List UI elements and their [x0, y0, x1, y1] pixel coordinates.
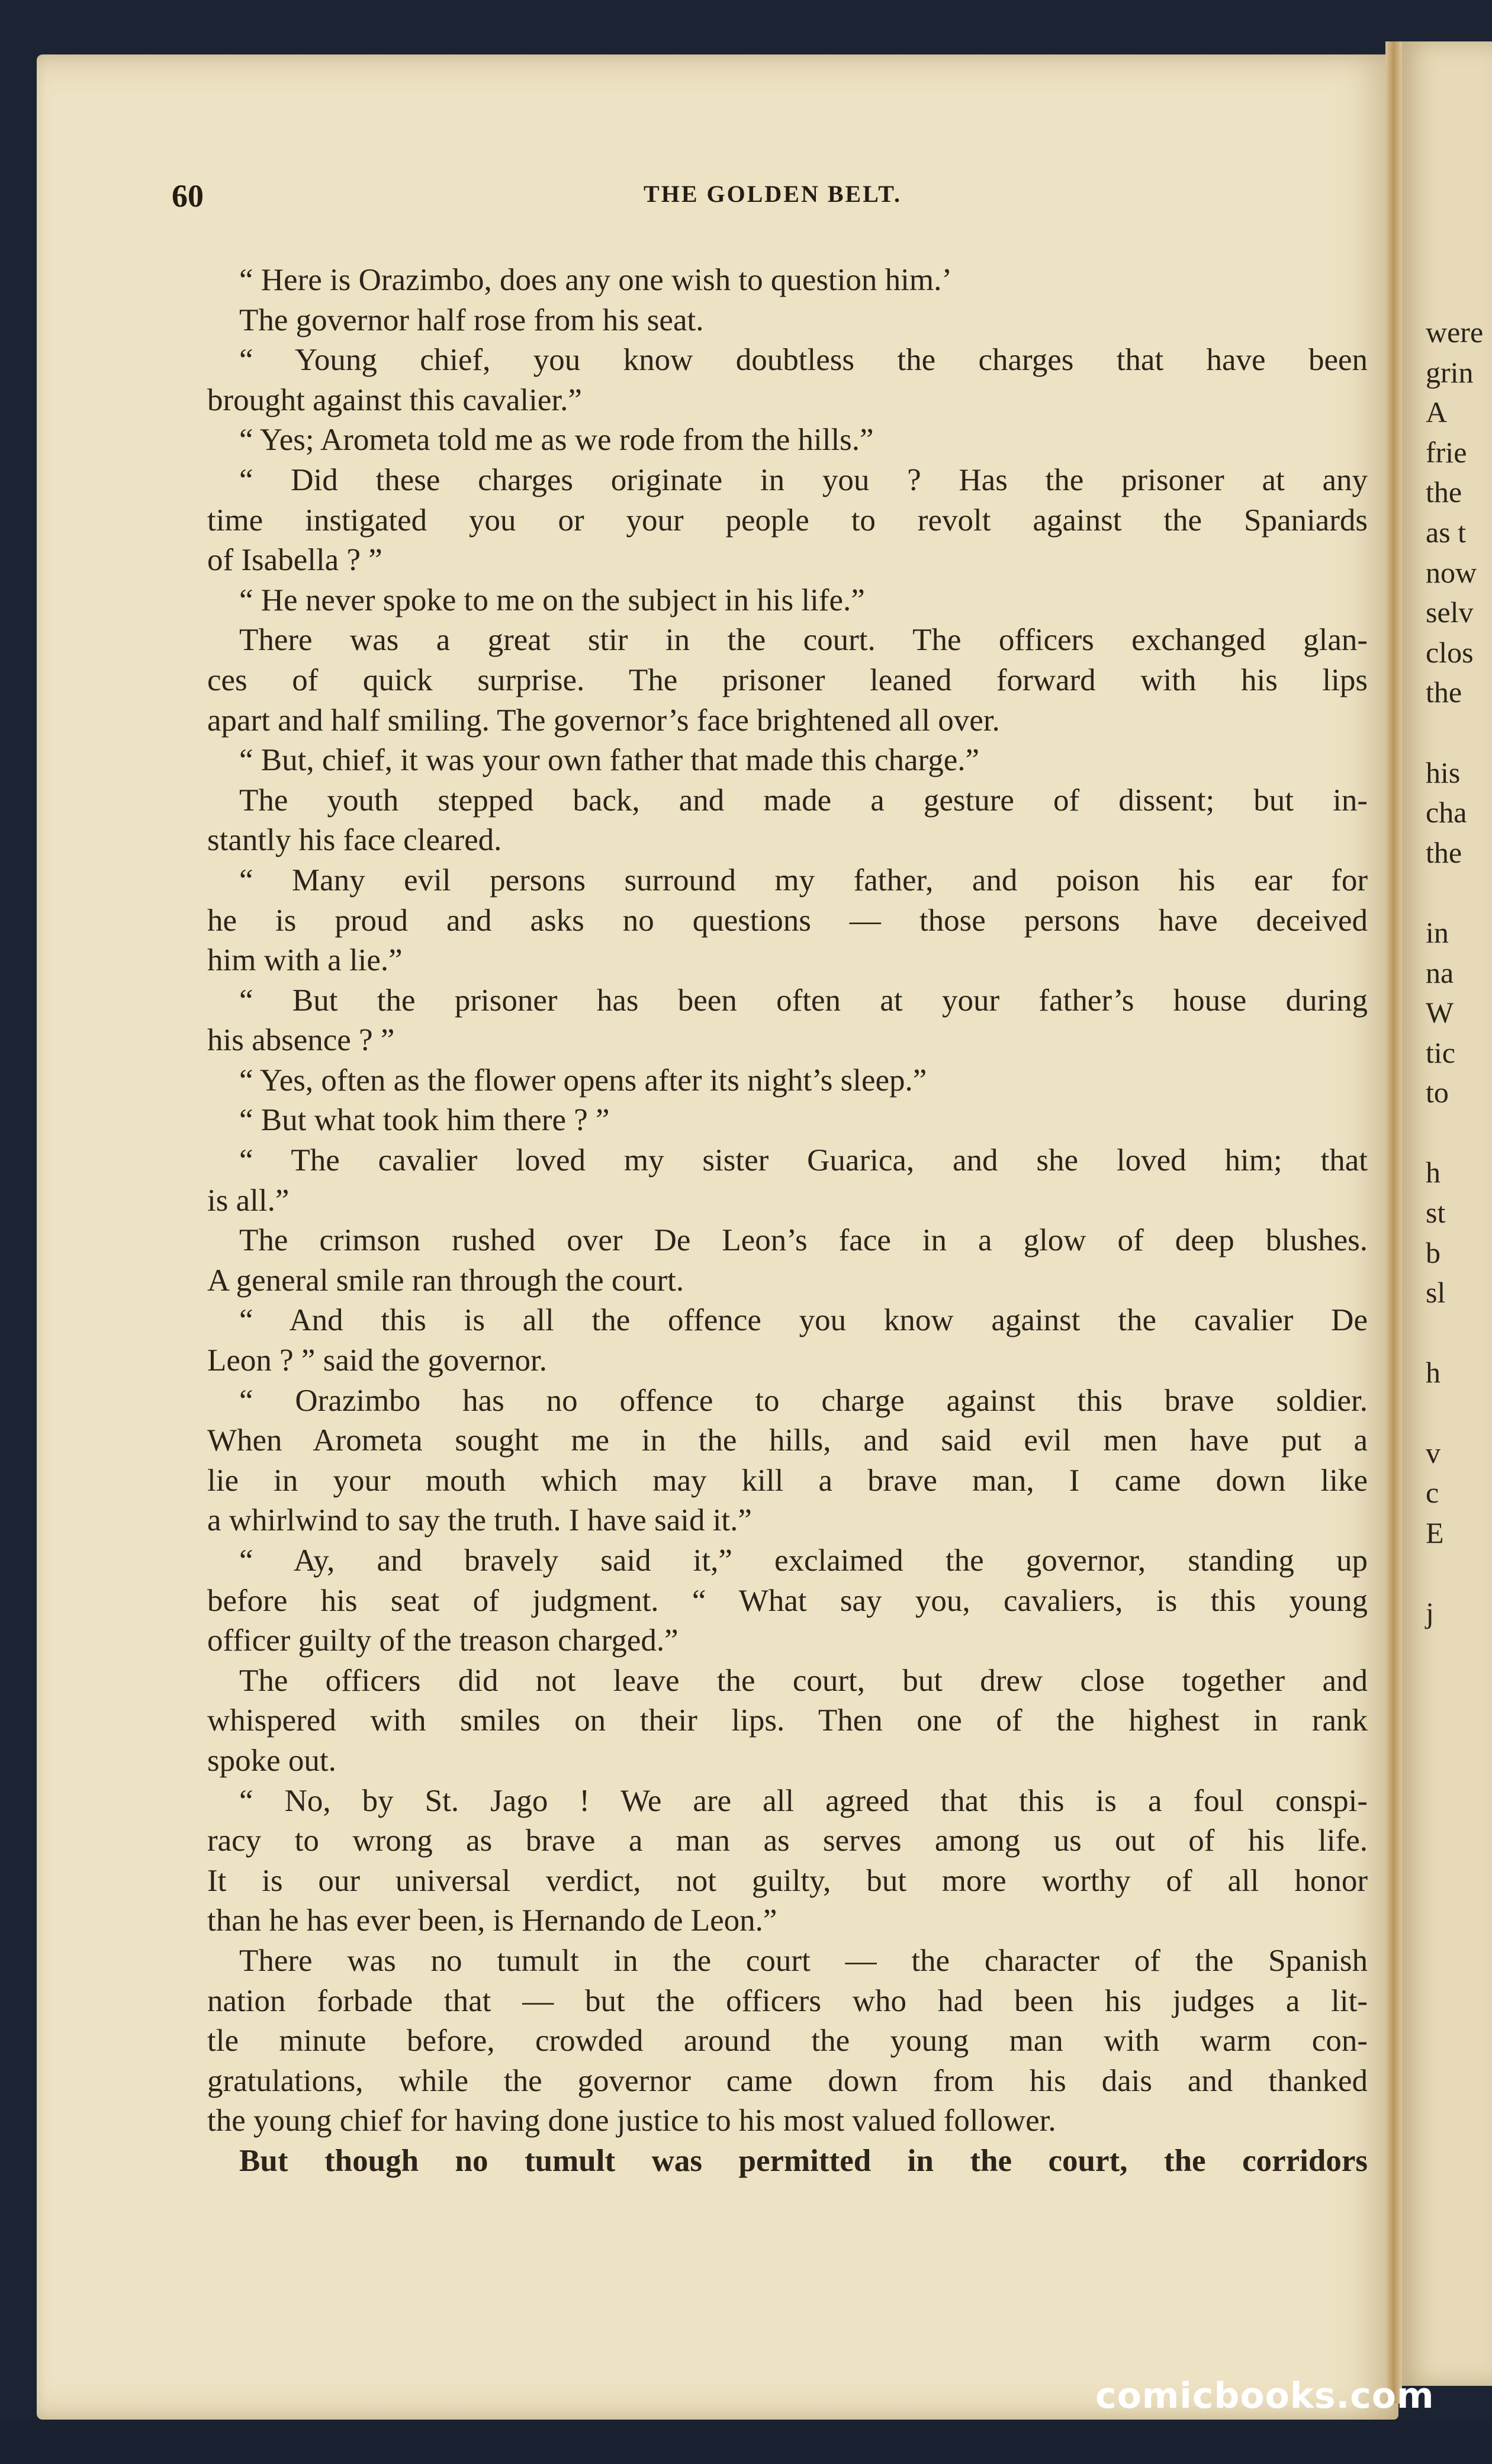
text-line: stantly his face cleared. — [207, 823, 502, 858]
text-line: “ Young chief, you know doubtless the charges that have been — [239, 343, 1368, 378]
facing-page-fragment — [1426, 1113, 1492, 1153]
text-line: “ But the prisoner has been often at your father’s house during — [239, 983, 1368, 1018]
text-line: There was no tumult in the court — the character of the Spanish — [239, 1943, 1368, 1978]
text-line: “ But what took him there ? ” — [239, 1103, 610, 1138]
facing-page-text — [1426, 313, 1492, 1633]
text-line: brought against this cavalier.” — [207, 382, 582, 417]
text-line: whispered with smiles on their lips. Then one of the highest in rank — [207, 1703, 1368, 1738]
text-line: “ Orazimbo has no offence to charge against this brave soldier. — [239, 1383, 1368, 1418]
facing-page-fragment: to — [1426, 1076, 1449, 1109]
text-line: than he has ever been, is Hernando de Leon.” — [207, 1903, 777, 1938]
text-line: Leon ? ” said the governor. — [207, 1343, 547, 1378]
text-line: There was a great stir in the court. The officers exchanged glan- — [239, 623, 1368, 658]
text-line: “ Many evil persons surround my father, and poison his ear for — [239, 863, 1368, 898]
text-line: is all.” — [207, 1183, 290, 1218]
facing-page-fragment: st — [1426, 1196, 1446, 1230]
running-head: THE GOLDEN BELT. — [644, 181, 902, 207]
facing-page-fragment: in — [1426, 915, 1449, 949]
page-number: 60 — [172, 178, 204, 214]
scan-bottom-band — [0, 2420, 1492, 2464]
text-line: time instigated you or your people to revolt against the Spaniards — [207, 503, 1368, 538]
text-line: A general smile ran through the court. — [207, 1263, 684, 1298]
text-line: ces of quick surprise. The prisoner leaned forward with his lips — [207, 662, 1368, 697]
text-line: The governor half rose from his seat. — [239, 303, 704, 337]
facing-page-fragment — [1426, 1553, 1492, 1593]
text-line: “ Ay, and bravely said it,” exclaimed the governor, standing up — [239, 1543, 1368, 1578]
facing-page-fragment: tic — [1426, 1035, 1455, 1069]
facing-page-fragment: cha — [1426, 796, 1467, 829]
text-line: his absence ? ” — [207, 1023, 395, 1058]
facing-page-fragment: h — [1426, 1156, 1440, 1189]
facing-page-fragment — [1426, 713, 1492, 753]
facing-page-fragment: na — [1426, 956, 1454, 989]
text-line: The crimson rushed over De Leon’s face in a glow of deep blushes. — [239, 1223, 1368, 1258]
body-text — [207, 260, 1368, 2182]
text-line: before his seat of judgment. “ What say you, cavaliers, is this young — [207, 1583, 1368, 1618]
text-line: “ Yes; Arometa told me as we rode from the hills.” — [239, 423, 874, 458]
text-line: him with a lie.” — [207, 943, 403, 978]
text-line: “ Yes, often as the flower opens after its night’s sleep.” — [239, 1063, 927, 1098]
text-line: spoke out. — [207, 1743, 336, 1778]
text-line: he is proud and asks no questions — those persons have deceived — [207, 903, 1368, 938]
watermark: comicbooks.com — [1095, 2375, 1435, 2417]
facing-page-fragment: A — [1426, 395, 1448, 429]
facing-page-fragment: h — [1426, 1356, 1440, 1389]
facing-page-fragment: clos — [1426, 635, 1474, 669]
text-line: But though no tumult was permitted in the court, the corridors — [239, 2143, 1368, 2178]
facing-page-fragment: the — [1426, 675, 1462, 709]
facing-page-fragment: his — [1426, 755, 1461, 789]
facing-page-fragment: W — [1426, 996, 1454, 1030]
facing-page-fragment: sl — [1426, 1276, 1446, 1310]
text-line: The officers did not leave the court, but drew close together and — [239, 1663, 1368, 1698]
text-line: of Isabella ? ” — [207, 543, 382, 578]
text-line: the young chief for having done justice to his most valued follower. — [207, 2103, 1056, 2138]
text-line: “ The cavalier loved my sister Guarica, and she loved him; that — [239, 1143, 1368, 1178]
facing-page-edge — [1398, 41, 1492, 2386]
facing-page-fragment: E — [1426, 1516, 1444, 1549]
facing-page-fragment: now — [1426, 555, 1477, 589]
facing-page-fragment: the — [1426, 475, 1462, 509]
text-line: “ Here is Orazimbo, does any one wish to question him.’ — [239, 263, 953, 297]
text-line: The youth stepped back, and made a gesture of dissent; but in- — [239, 783, 1368, 818]
facing-page-fragment: selv — [1426, 596, 1474, 629]
facing-page-fragment: v — [1426, 1436, 1440, 1469]
facing-page-fragment: as t — [1426, 515, 1467, 549]
facing-page-fragment: b — [1426, 1236, 1440, 1269]
facing-page-fragment: grin — [1426, 355, 1474, 389]
text-line: lie in your mouth which may kill a brave man, I came down like — [207, 1463, 1368, 1498]
facing-page-fragment: c — [1426, 1476, 1439, 1510]
text-line: nation forbade that — but the officers who had been his judges a lit- — [207, 1983, 1368, 2018]
facing-page-fragment — [1426, 873, 1492, 913]
page-gutter — [1385, 41, 1402, 2404]
text-line: a whirlwind to say the truth. I have said it.” — [207, 1503, 752, 1538]
text-line: tle minute before, crowded around the young man with warm con- — [207, 2024, 1368, 2058]
text-line: When Arometa sought me in the hills, and said evil men have put a — [207, 1423, 1368, 1458]
facing-page-fragment — [1426, 1313, 1492, 1353]
facing-page-fragment — [1426, 1393, 1492, 1433]
text-line: It is our universal verdict, not guilty, but more worthy of all honor — [207, 1863, 1368, 1898]
page-header — [172, 178, 1374, 213]
facing-page-fragment: were — [1426, 316, 1484, 349]
text-line: officer guilty of the treason charged.” — [207, 1623, 679, 1658]
facing-page-fragment: j — [1426, 1596, 1434, 1629]
text-line: gratulations, while the governor came down from his dais and thanked — [207, 2063, 1368, 2098]
text-line: apart and half smiling. The governor’s face brightened all over. — [207, 703, 1000, 738]
facing-page-fragment: the — [1426, 835, 1462, 869]
facing-page-fragment: frie — [1426, 435, 1467, 469]
text-line: “ And this is all the offence you know against the cavalier De — [239, 1303, 1368, 1338]
text-line: “ Did these charges originate in you ? Has the prisoner at any — [239, 462, 1368, 497]
text-line: racy to wrong as brave a man as serves among us out of his life. — [207, 1823, 1368, 1858]
text-line: “ He never spoke to me on the subject in his life.” — [239, 583, 865, 617]
text-line: “ But, chief, it was your own father that made this charge.” — [239, 743, 980, 778]
text-line: “ No, by St. Jago ! We are all agreed that this is a foul conspi- — [239, 1783, 1368, 1818]
